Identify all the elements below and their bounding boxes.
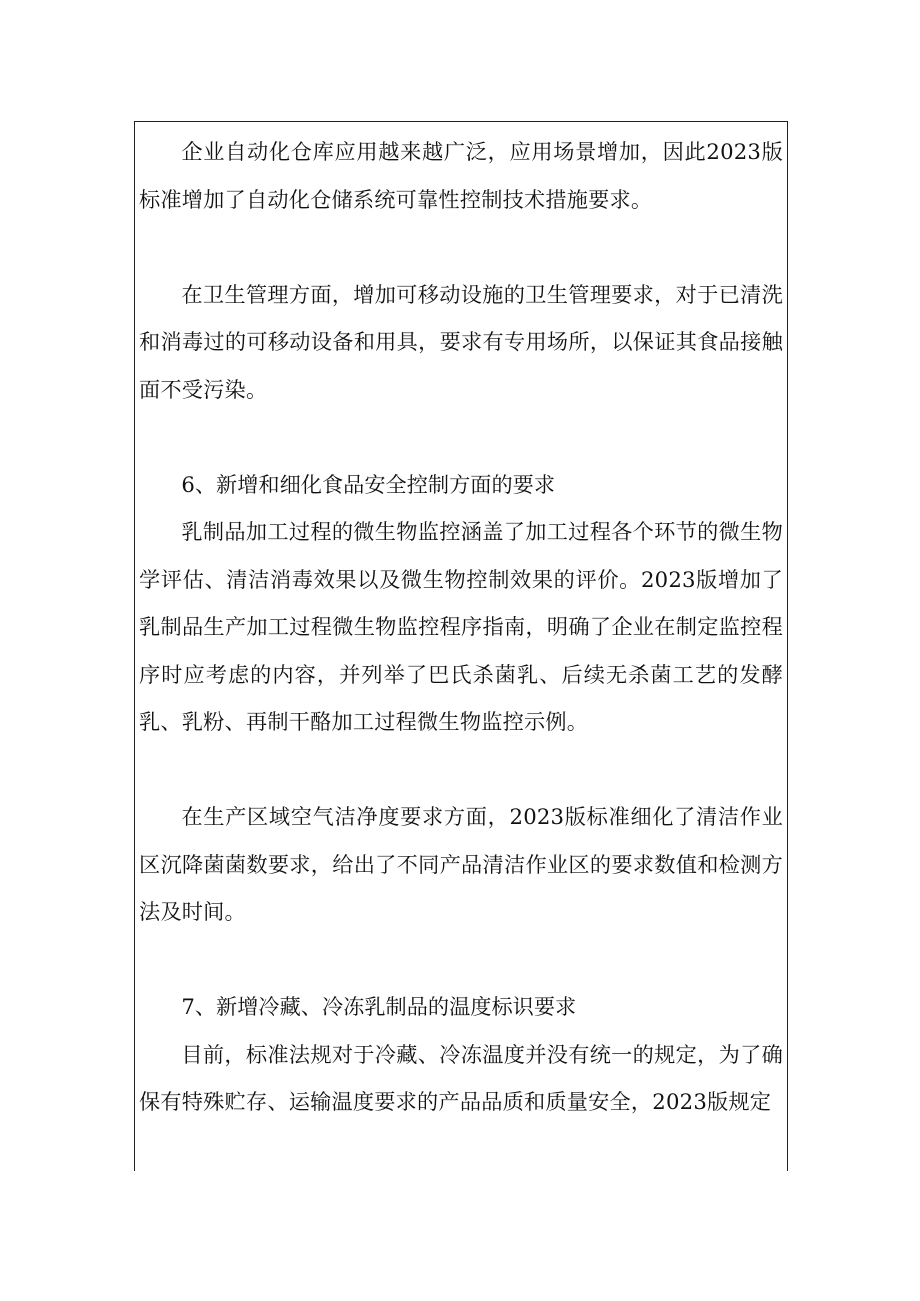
- section-heading-6: 6、新增和细化食品安全控制方面的要求: [181, 471, 556, 497]
- paragraph-gap: [139, 413, 783, 461]
- document-body: [139, 128, 783, 1126]
- paragraph-gap: [139, 936, 783, 984]
- paragraph-temperature-labeling: 目前，标准法规对于冷藏、冷冻温度并没有统一的规定，为了确保有特殊贮存、运输温度要求的产品品质和质量安全，2023版规定: [139, 1041, 783, 1114]
- paragraph-automated-warehouse: 企业自动化仓库应用越来越广泛，应用场景增加，因此2023版标准增加了自动化仓储系统可靠性控制技术措施要求。: [139, 139, 783, 212]
- section-heading-7: 7、新增冷藏、冷冻乳制品的温度标识要求: [181, 994, 577, 1019]
- paragraph-hygiene-management: 在卫生管理方面，增加可移动设施的卫生管理要求，对于已清洗和消毒过的可移动设备和用具，要求有专用场所，以保证其食品接触面不受污染。: [139, 281, 783, 402]
- paragraph-gap: [139, 746, 783, 794]
- paragraph-air-cleanliness: 在生产区域空气洁净度要求方面，2023版标准细化了清洁作业区沉降菌菌数要求，给出了不同产品清洁作业区的要求数值和检测方法及时间。: [139, 804, 783, 924]
- paragraph-gap: [139, 223, 783, 271]
- paragraph-microbial-monitoring: 乳制品加工过程的微生物监控涵盖了加工过程各个环节的微生物学评估、清洁消毒效果以及微生物控制效果的评价。2023版增加了乳制品生产加工过程微生物监控程序指南，明确了企业在制定监控程序时应考虑的内容，并列举了巴氏杀菌乳、后续无杀菌工艺的发酵乳、乳粉、再制干酪加工过程微生物监控示例。: [139, 519, 783, 734]
